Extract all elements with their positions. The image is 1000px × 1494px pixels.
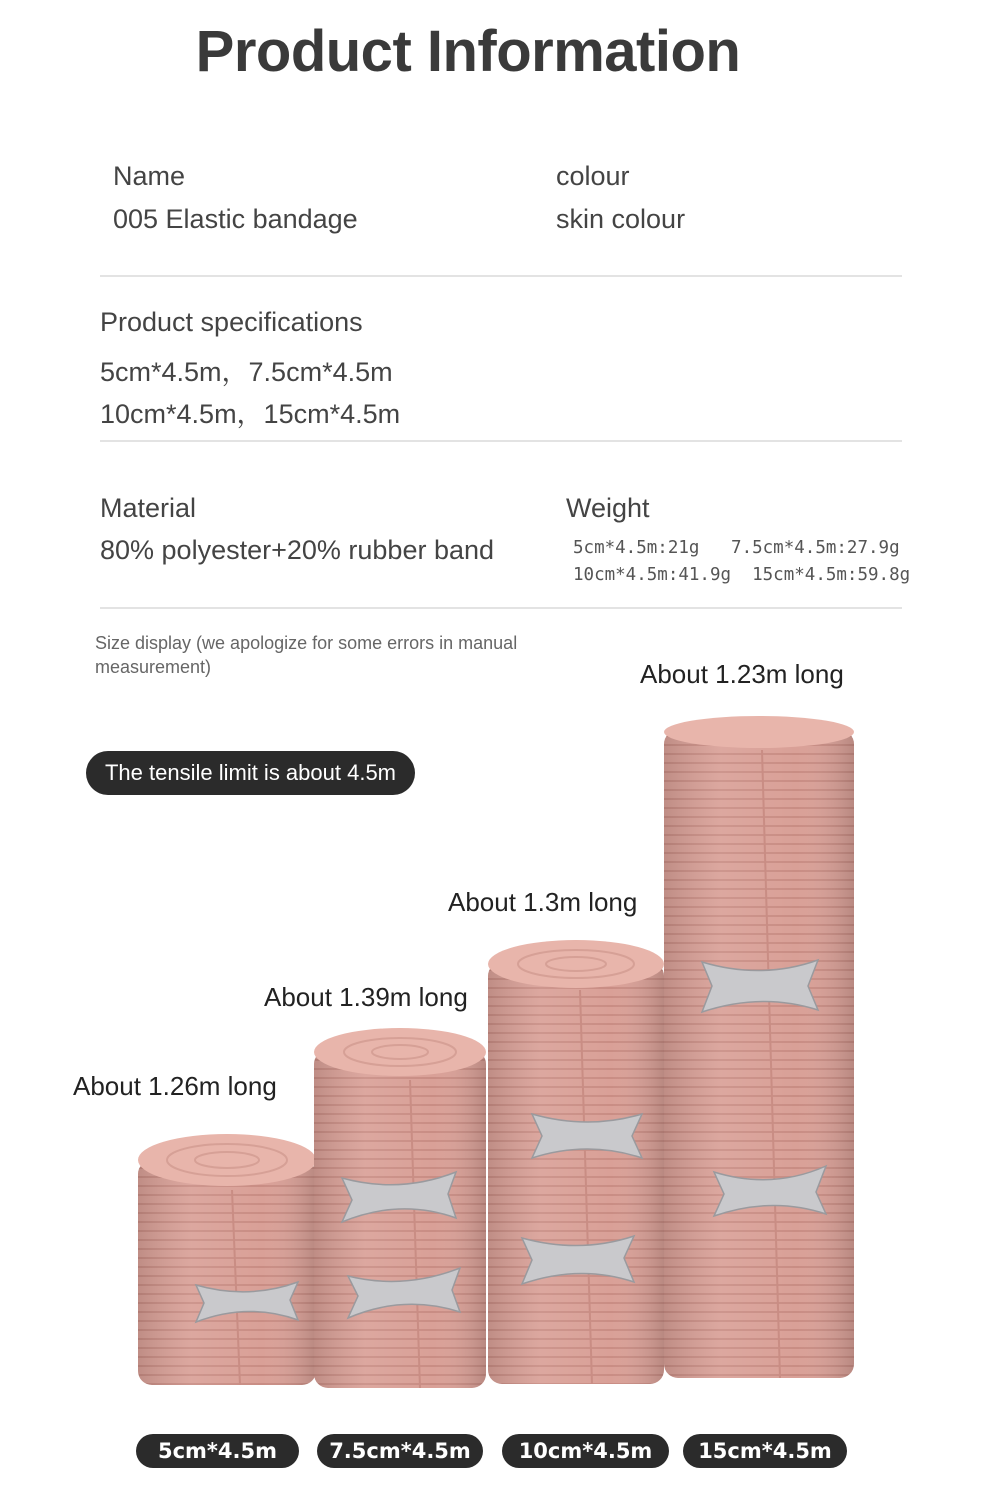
name-label: Name: [113, 161, 186, 191]
weight-line-1: 5cm*4.5m:21g 7.5cm*4.5m:27.9g: [573, 538, 900, 558]
weight-line-2: 10cm*4.5m:41.9g 15cm*4.5m:59.8g: [573, 565, 911, 585]
roll-length-15cm: About 1.23m long: [640, 659, 844, 689]
colour-value: skin colour: [556, 204, 686, 234]
specifications-label: Product specifications: [100, 307, 363, 337]
bandage-rolls-illustration: [0, 700, 1000, 1420]
bandage-roll-5cm: [138, 1134, 316, 1385]
weight-label: Weight: [566, 493, 650, 523]
material-label: Material: [100, 493, 197, 523]
divider: [100, 440, 902, 442]
specifications-line-2: 10cm*4.5m，15cm*4.5m: [100, 399, 401, 429]
divider: [100, 275, 902, 277]
bandage-roll-10cm: [488, 940, 664, 1384]
size-pill-5cm: 5cm*4.5m: [136, 1434, 299, 1468]
size-pill-7.5cm: 7.5cm*4.5m: [317, 1434, 483, 1468]
page-title: Product Information: [195, 19, 741, 84]
roll-length-5cm: About 1.26m long: [73, 1071, 277, 1101]
specifications-line-1: 5cm*4.5m，7.5cm*4.5m: [100, 357, 393, 387]
name-value: 005 Elastic bandage: [113, 204, 358, 234]
divider: [100, 607, 902, 609]
bandage-roll-15cm: [664, 716, 854, 1378]
colour-label: colour: [556, 161, 630, 191]
tensile-limit-badge: The tensile limit is about 4.5m: [86, 751, 415, 795]
size-pill-15cm: 15cm*4.5m: [683, 1434, 847, 1468]
material-value: 80% polyester+20% rubber band: [100, 535, 495, 565]
roll-length-7.5cm: About 1.39m long: [264, 982, 468, 1012]
roll-length-10cm: About 1.3m long: [448, 887, 638, 917]
size-note: Size display (we apologize for some errors in manual measurement): [95, 633, 518, 677]
size-pill-10cm: 10cm*4.5m: [502, 1434, 669, 1468]
bandage-roll-7.5cm: [314, 1028, 486, 1388]
